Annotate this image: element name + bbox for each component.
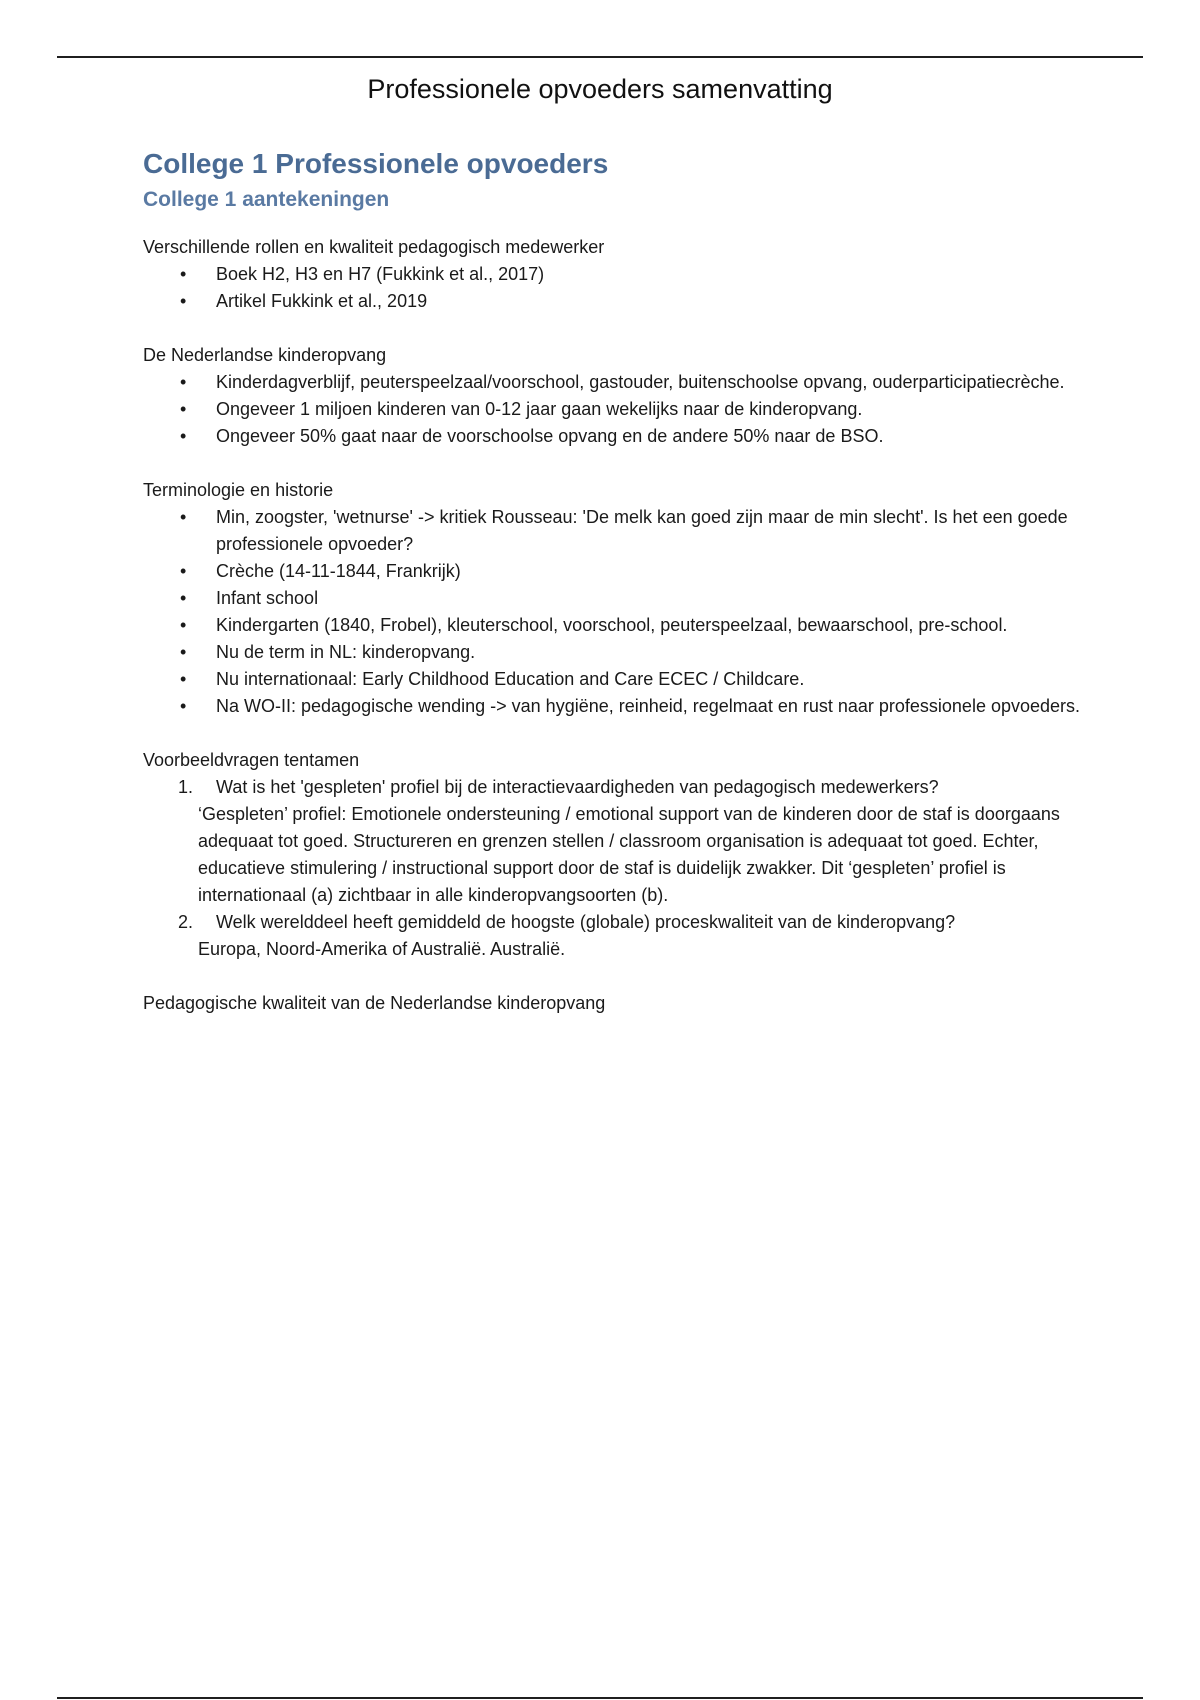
list-item-text: Infant school	[216, 588, 319, 608]
list-item-text: Nu internationaal: Early Childhood Education and Care ECEC / Childcare.	[216, 669, 805, 689]
list-item-text: Kindergarten (1840, Frobel), kleuterschool, voorschool, peuterspeelzaal, bewaarschool, pre-school.	[216, 615, 1008, 635]
bullet-icon: •	[180, 615, 187, 635]
footer-rule	[57, 1697, 1143, 1699]
list-item	[143, 396, 1083, 423]
list-item	[143, 288, 1083, 315]
section-title: Voorbeeldvragen tentamen	[143, 750, 360, 770]
section-voorbeeldvragen	[143, 747, 1083, 963]
bullet-icon: •	[180, 507, 187, 527]
question-text: Wat is het 'gespleten' profiel bij de interactievaardigheden van pedagogisch medewerkers?	[216, 777, 939, 797]
bullet-icon: •	[180, 264, 187, 284]
list-item	[143, 558, 1083, 585]
header-rule	[57, 56, 1143, 58]
bullet-icon: •	[180, 426, 187, 446]
list-item	[143, 504, 1083, 558]
section-nl-kinderopvang	[143, 342, 1083, 450]
section-title: Terminologie en historie	[143, 480, 334, 500]
answer-text: Europa, Noord-Amerika of Australië. Australië.	[198, 939, 566, 959]
list-item-text: Ongeveer 50% gaat naar de voorschoolse opvang en de andere 50% naar de BSO.	[216, 426, 884, 446]
heading-college-1: College 1 Professionele opvoeders	[143, 148, 609, 179]
list-item	[143, 423, 1083, 450]
question-number: 1.	[178, 777, 194, 797]
bullet-icon: •	[180, 372, 187, 392]
document-title: Professionele opvoeders samenvatting	[367, 74, 833, 104]
list-item	[143, 666, 1083, 693]
numbered-list	[143, 774, 1083, 963]
bullet-icon: •	[180, 642, 187, 662]
section-title: Verschillende rollen en kwaliteit pedagogisch medewerker	[143, 237, 605, 257]
list-item-text: Kinderdagverblijf, peuterspeelzaal/voorschool, gastouder, buitenschoolse opvang, ouderparticipatiecrèche.	[216, 372, 1065, 392]
bullet-list	[143, 261, 1083, 315]
list-item-text: Artikel Fukkink et al., 2019	[216, 291, 428, 311]
list-item-text: Na WO-II: pedagogische wending -> van hygiëne, reinheid, regelmaat en rust naar professionele opvoeders.	[216, 696, 1081, 716]
bullet-icon: •	[180, 669, 187, 689]
section-title: Pedagogische kwaliteit van de Nederlandse kinderopvang	[143, 993, 606, 1013]
list-item-text: Ongeveer 1 miljoen kinderen van 0-12 jaar gaan wekelijks naar de kinderopvang.	[216, 399, 863, 419]
bullet-icon: •	[180, 696, 187, 716]
bullet-icon: •	[180, 291, 187, 311]
bullet-list	[143, 504, 1083, 720]
list-item	[143, 693, 1083, 720]
bullet-icon: •	[180, 561, 187, 581]
subheading-aantekeningen: College 1 aantekeningen	[143, 188, 390, 211]
section-kwaliteit	[143, 990, 1083, 1017]
list-item-text: Crèche (14-11-1844, Frankrijk)	[216, 561, 461, 581]
answer-text: ‘Gespleten’ profiel: Emotionele ondersteuning / emotional support van de kinderen door de staf is doorgaans adequaat tot goed. Structureren en grenzen stellen / classroom organisation is adequaat tot goed. Echter, educatieve stimulering / instructional support door de staf is duidelijk zwakker. Dit ‘gespleten’ profiel is internationaal (a) zichtbaar in alle kinderopvangsoorten (b).	[198, 804, 1060, 905]
exam-question	[143, 774, 1083, 909]
bullet-icon: •	[180, 399, 187, 419]
list-item	[143, 639, 1083, 666]
section-title: De Nederlandse kinderopvang	[143, 345, 387, 365]
list-item-text: Boek H2, H3 en H7 (Fukkink et al., 2017)	[216, 264, 545, 284]
bullet-icon: •	[180, 588, 187, 608]
list-item	[143, 612, 1083, 639]
section-terminologie	[143, 477, 1083, 720]
exam-question	[143, 909, 1083, 963]
list-item	[143, 369, 1083, 396]
bullet-list	[143, 369, 1083, 450]
section-rollen	[143, 234, 1083, 315]
question-text: Welk werelddeel heeft gemiddeld de hoogste (globale) proceskwaliteit van de kinderopvang?	[216, 912, 956, 932]
list-item-text: Nu de term in NL: kinderopvang.	[216, 642, 476, 662]
list-item-text: Min, zoogster, 'wetnurse' -> kritiek Rousseau: 'De melk kan goed zijn maar de min slecht'. Is het een goede professionele opvoeder?	[216, 507, 1068, 554]
list-item	[143, 585, 1083, 612]
list-item	[143, 261, 1083, 288]
question-number: 2.	[178, 912, 194, 932]
document-body	[143, 144, 1083, 1044]
